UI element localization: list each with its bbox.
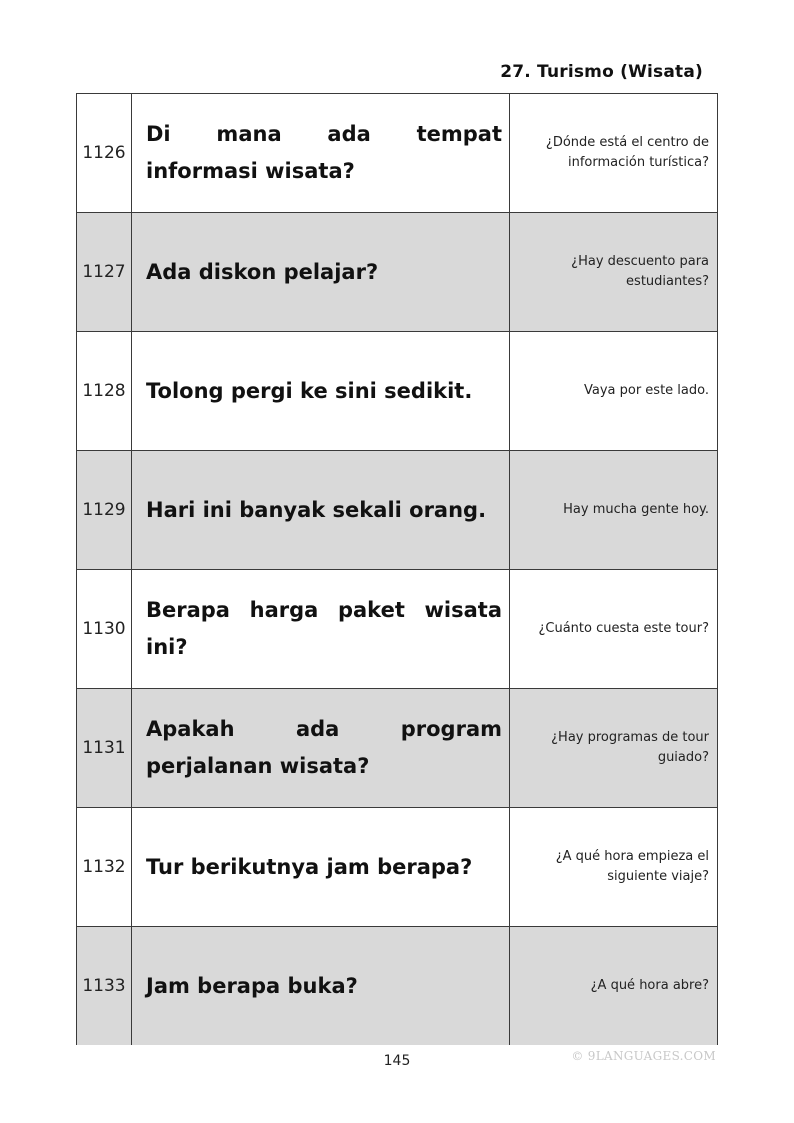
phrase-number: 1129 xyxy=(77,451,132,570)
phrase-number: 1127 xyxy=(77,213,132,332)
indonesian-phrase: Tur berikutnya jam berapa? xyxy=(132,808,510,927)
indonesian-phrase: Jam berapa buka? xyxy=(132,927,510,1046)
page-number: 145 xyxy=(383,1053,411,1069)
table-row xyxy=(77,332,718,451)
indonesian-phrase: Hari ini banyak sekali orang. xyxy=(132,451,510,570)
table-row xyxy=(77,689,718,808)
phrase-table xyxy=(76,93,718,1045)
spanish-translation: ¿Dónde está el centro de información turística? xyxy=(510,94,718,213)
table-row xyxy=(77,808,718,927)
spanish-translation: ¿A qué hora empieza el siguiente viaje? xyxy=(510,808,718,927)
table-row xyxy=(77,451,718,570)
phrase-number: 1130 xyxy=(77,570,132,689)
indonesian-phrase: Berapa harga paket wisata ini? xyxy=(132,570,510,689)
phrase-number: 1126 xyxy=(77,94,132,213)
indonesian-phrase: Apakah ada program perjalanan wisata? xyxy=(132,689,510,808)
indonesian-phrase: Tolong pergi ke sini sedikit. xyxy=(132,332,510,451)
table-row xyxy=(77,213,718,332)
spanish-translation: ¿A qué hora abre? xyxy=(510,927,718,1046)
phrase-number: 1131 xyxy=(77,689,132,808)
spanish-translation: ¿Hay descuento para estudiantes? xyxy=(510,213,718,332)
indonesian-phrase: Di mana ada tempat informasi wisata? xyxy=(132,94,510,213)
spanish-translation: Hay mucha gente hoy. xyxy=(510,451,718,570)
table-row xyxy=(77,94,718,213)
spanish-translation: ¿Cuánto cuesta este tour? xyxy=(510,570,718,689)
phrase-number: 1128 xyxy=(77,332,132,451)
spanish-translation: Vaya por este lado. xyxy=(510,332,718,451)
spanish-translation: ¿Hay programas de tour guiado? xyxy=(510,689,718,808)
table-row xyxy=(77,570,718,689)
phrase-number: 1133 xyxy=(77,927,132,1046)
phrase-number: 1132 xyxy=(77,808,132,927)
indonesian-phrase: Ada diskon pelajar? xyxy=(132,213,510,332)
watermark: © 9LANGUAGES.COM xyxy=(571,1049,716,1063)
table-row xyxy=(77,927,718,1046)
section-title: 27. Turismo (Wisata) xyxy=(500,62,703,82)
